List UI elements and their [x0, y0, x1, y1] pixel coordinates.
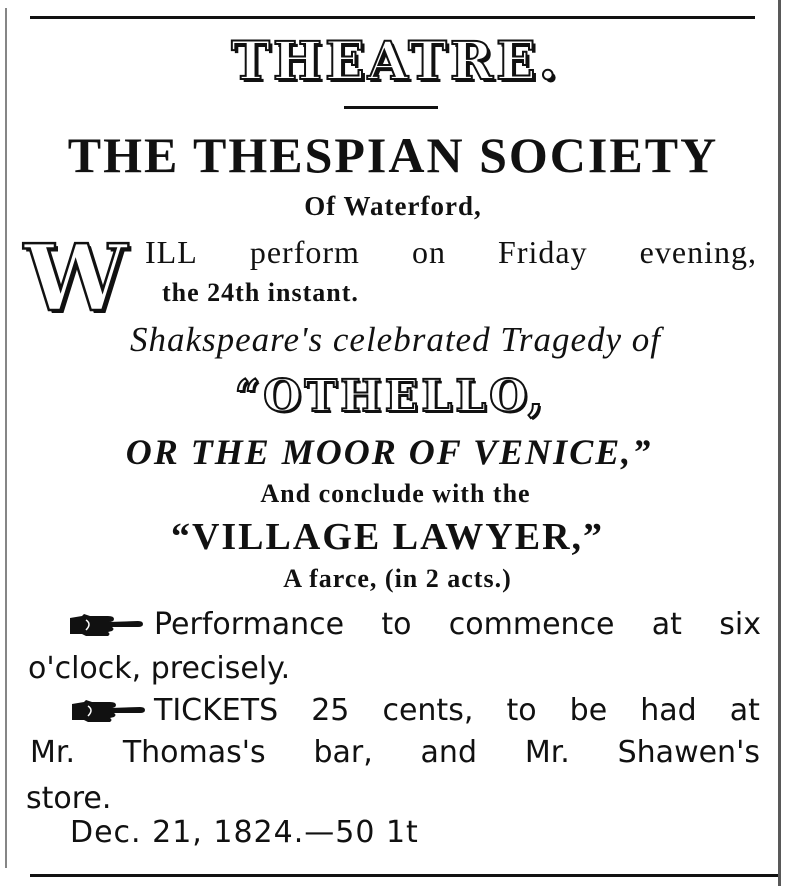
word: to: [506, 693, 537, 728]
word: Thomas's: [122, 735, 266, 770]
dateline: Dec. 21, 1824.—50 1t: [70, 815, 419, 850]
word: six: [719, 607, 761, 642]
word: commence: [448, 607, 615, 642]
society-name: THE THESPIAN SOCIETY: [67, 127, 719, 183]
play-title: “OTHELLO,: [234, 371, 547, 422]
word: 25: [311, 693, 350, 728]
word: TICKETS: [154, 693, 279, 728]
perform-line: [145, 236, 757, 268]
bottom-rule: [30, 874, 778, 877]
performance-time-end: o'clock, precisely.: [28, 651, 291, 686]
word: Shawen's: [617, 735, 760, 770]
performance-time-line: [68, 607, 761, 642]
pointing-hand-icon: [70, 696, 148, 726]
word: had: [640, 693, 697, 728]
word: bar,: [313, 735, 373, 770]
pointing-hand-icon: [68, 610, 146, 640]
word: at: [729, 693, 760, 728]
afterpiece-title: “VILLAGE LAWYER,”: [170, 516, 605, 558]
word: cents,: [382, 693, 474, 728]
word: at: [651, 607, 682, 642]
tickets-venue-line: [30, 735, 760, 770]
word: ILL: [145, 234, 198, 270]
word: evening,: [639, 234, 757, 270]
word: Mr.: [30, 735, 75, 770]
word: be: [569, 693, 608, 728]
tickets-venue-end: store.: [26, 781, 112, 816]
word: to: [381, 607, 412, 642]
word: Friday: [498, 234, 588, 270]
drop-cap: W: [24, 224, 128, 332]
society-location: Of Waterford,: [304, 191, 482, 221]
word: Performance: [154, 607, 345, 642]
play-intro: Shakspeare's celebrated Tragedy of: [129, 320, 662, 359]
afterpiece-description: A farce, (in 2 acts.): [283, 564, 512, 593]
performance-date: the 24th instant.: [162, 278, 359, 307]
play-subtitle: OR THE MOOR OF VENICE,”: [125, 432, 653, 472]
tickets-line: [70, 693, 760, 728]
word: perform: [249, 234, 360, 270]
top-rule: [30, 16, 755, 19]
headline: THEATRE.: [231, 31, 560, 92]
word: on: [411, 234, 446, 270]
word: and: [420, 735, 477, 770]
title-divider: [344, 106, 438, 109]
word: Mr.: [524, 735, 570, 770]
conclude-line: And conclude with the: [260, 479, 531, 508]
